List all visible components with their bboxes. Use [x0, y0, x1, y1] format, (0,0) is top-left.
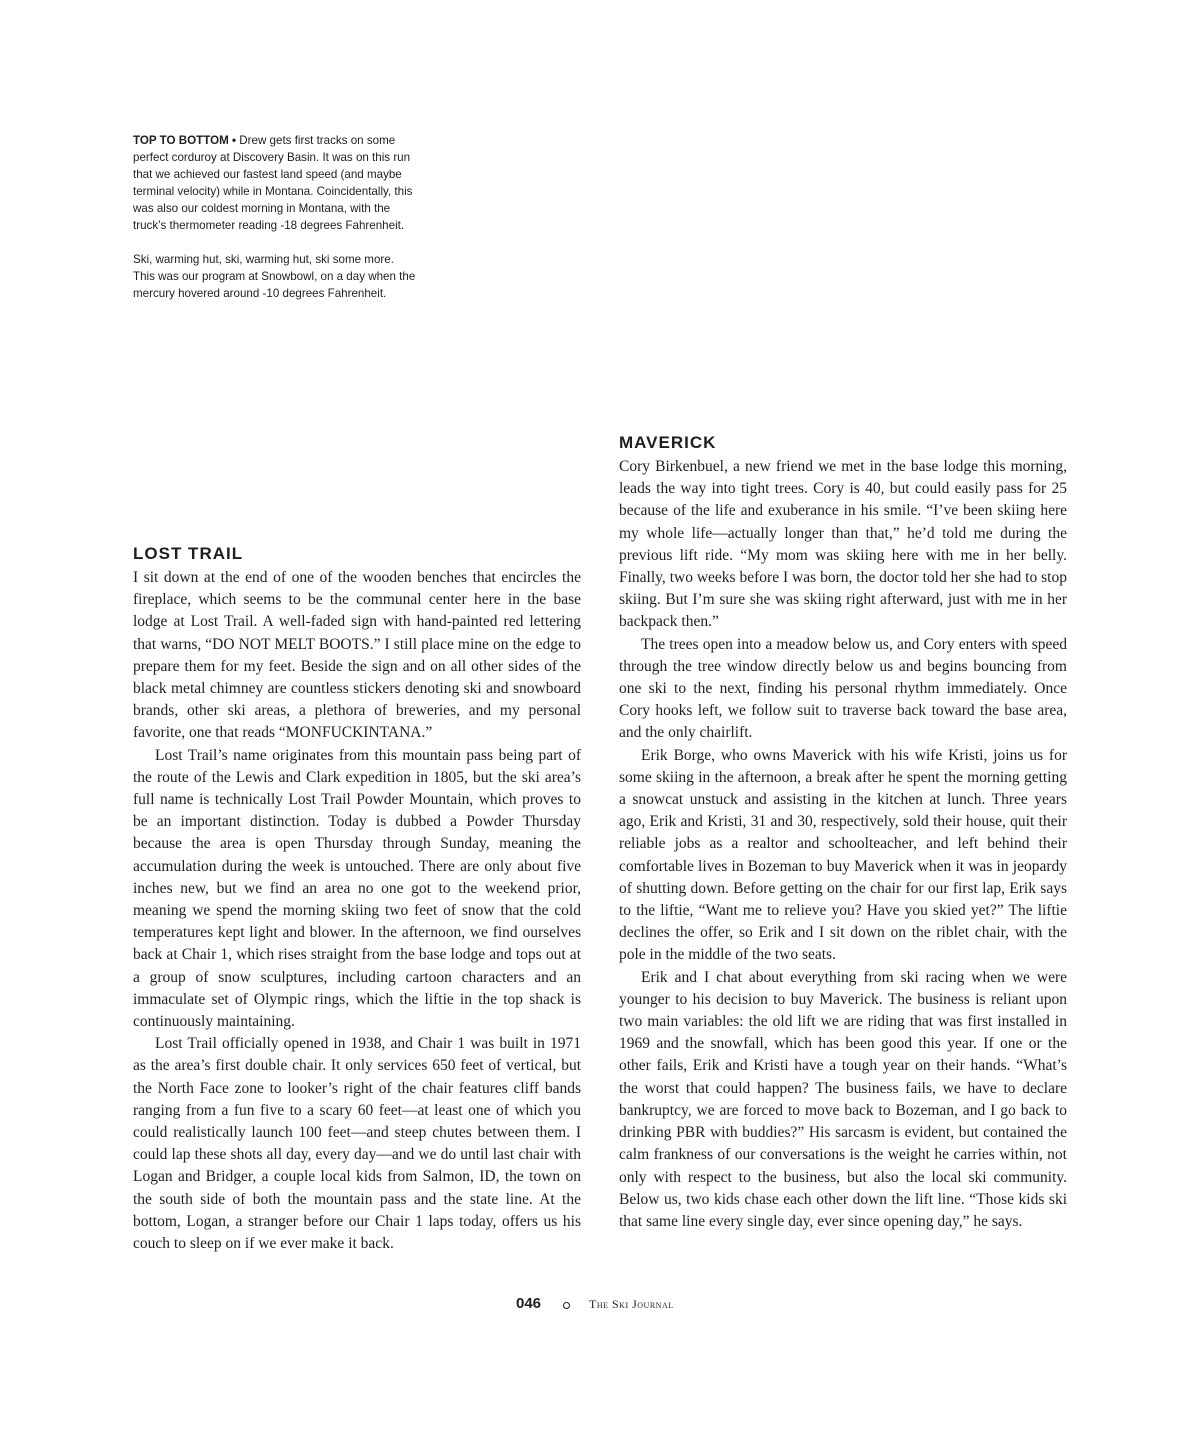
maverick-paragraph: Cory Birkenbuel, a new friend we met in the base lodge this morning, leads the way into tight trees. Cory is 40, but could easily pass for 25 because of the life and exuberance in his smile. “I’ve been skiing here my whole life—actually longer than that,” he’d told me during the previous lift ride. “My mom was skiing here with me in her belly. Finally, two weeks before I was born, the doctor told her she had to stop skiing. But I’m sure she was skiing right afterward, just with me in her backpack then.”: [619, 458, 1067, 631]
lost-trail-paragraph: Lost Trail officially opened in 1938, and Chair 1 was built in 1971 as the area’s first double chair. It only services 650 feet of vertical, but the North Face zone to looker’s right of the chair features cliff bands ranging from a fun five to a scary 60 feet—at least one of which you could realistically launch 100 feet—and steep chutes between them. I could lap these shots all day, every day—and we do until last chair with Logan and Bridger, a couple local kids from Salmon, ID, the town on the south side of both the mountain pass and the state line. At the bottom, Logan, a stranger before our Chair 1 laps today, offers us his couch to sleep on if we ever make it back.: [133, 1035, 581, 1253]
page-footer: [0, 1295, 1200, 1317]
lost-trail-heading: LOST TRAIL: [133, 544, 244, 563]
publication-name: The Ski Journal: [589, 1297, 674, 1311]
maverick-paragraph: The trees open into a meadow below us, and Cory enters with speed through the tree window directly below us and begins bouncing from one ski to the next, finding his personal rhythm immediately. Once Cory hooks left, we follow suit to traverse back toward the base area, and the only chairlift.: [619, 635, 1067, 742]
maverick-heading: MAVERICK: [619, 433, 717, 452]
footer-bullet-icon: [563, 1302, 570, 1309]
page-number: 046: [516, 1295, 542, 1312]
lost-trail-section: [133, 542, 581, 1255]
maverick-paragraph: Erik Borge, who owns Maverick with his wife Kristi, joins us for some skiing in the afternoon, a break after he spent the morning getting a snowcat unstuck and assisting in the kitchen at lunch. Three years ago, Erik and Kristi, 31 and 30, respectively, sold their house, quit their reliable jobs as a realtor and schoolteacher, and left behind their comfortable lives in Bozeman to buy Maverick when it was in jeopardy of shutting down. Before getting on the chair for our first lap, Erik says to the liftie, “Want me to relieve you? Have you skied yet?” The liftie declines the offer, so Erik and I sit down on the riblet chair, with the pole in the middle of the two seats.: [619, 746, 1067, 964]
lost-trail-paragraph: I sit down at the end of one of the wooden benches that encircles the fireplace, which seems to be the communal center here in the base lodge at Lost Trail. A well-faded sign with hand-painted red lettering that warns, “DO NOT MELT BOOTS.” I still place mine on the edge to prepare them for my feet. Beside the sign and on all other sides of the black metal chimney are countless stickers denoting ski and snowboard brands, other ski areas, a plethora of breweries, and my personal favorite, one that reads “MONFUCKINTANA.”: [133, 569, 581, 742]
caption-lead: TOP TO BOTTOM •: [133, 134, 237, 147]
lost-trail-paragraph: Lost Trail’s name originates from this mountain pass being part of the route of the Lewis and Clark expedition in 1805, but the ski area’s full name is technically Lost Trail Powder Mountain, which proves to be an important distinction. Today is dubbed a Powder Thursday because the area is open Thursday through Sunday, meaning the accumulation during the week is untouched. There are only about five inches new, but we find an area no one got to the weekend prior, meaning we spend the morning skiing two feet of snow that the cold temperatures kept light and blower. In the afternoon, we find ourselves back at Chair 1, which rises straight from the base lodge and tops out at a group of snow sculptures, including cartoon characters and an immaculate set of Olympic rings, which the liftie in the top shack is continuously maintaining.: [133, 746, 581, 1031]
caption-text: Drew gets first tracks on some perfect corduroy at Discovery Basin. It was on this run that we achieved our fastest land speed (and maybe terminal velocity) while in Montana. Coincidentally, this was also our coldest morning in Montana, with the truck’s thermometer reading -18 degrees Fahrenheit.: [133, 134, 413, 232]
maverick-section: [619, 431, 1067, 1233]
caption-paragraph-2: Ski, warming hut, ski, warming hut, ski some more. This was our program at Snowbowl, on a day when the mercury hovered around -10 degrees Fahrenheit.: [133, 253, 416, 300]
photo-caption: [133, 132, 418, 319]
maverick-paragraph: Erik and I chat about everything from ski racing when we were younger to his decision to buy Maverick. The business is reliant upon two main variables: the old lift we are riding that was first installed in 1969 and the snowfall, which has been good this year. If one or the other fails, Erik and Kristi have a tough year on their hands. “What’s the worst that could happen? The business fails, we have to declare bankruptcy, we are forced to move back to Bozeman, and I go back to drinking PBR with buddies?” His sarcasm is evident, but contained the calm frankness of our conversations is the weight he carries within, not only with respect to the business, but also the local ski community. Below us, two kids chase each other down the lift line. “Those kids ski that same line every single day, ever since opening day,” he says.: [619, 968, 1067, 1230]
caption-paragraph-1: [133, 132, 418, 234]
